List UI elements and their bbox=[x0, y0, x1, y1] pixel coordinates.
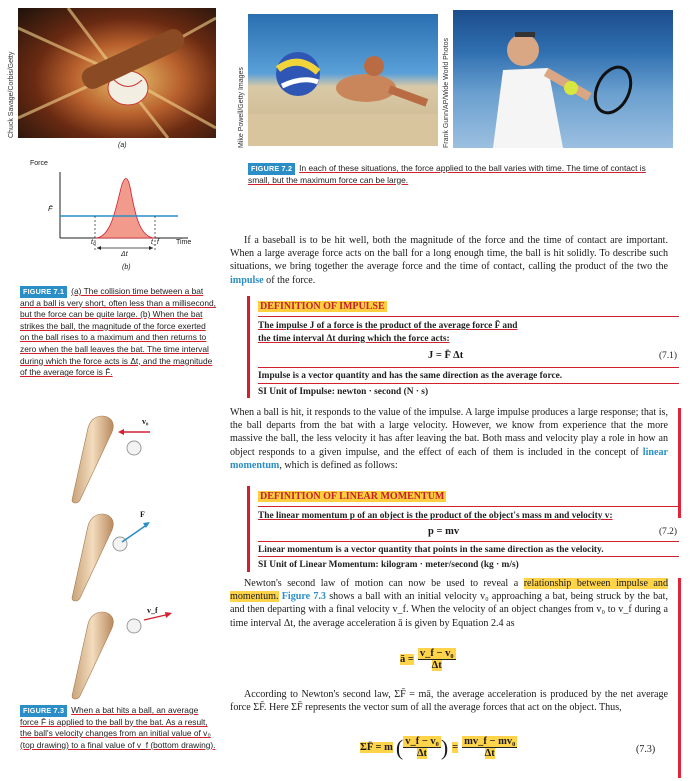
impulse-direction-statement: Impulse is a vector quantity and has the same direction as the average force. bbox=[258, 371, 563, 381]
definition-momentum-box bbox=[247, 486, 679, 572]
figure-7-2-label: FIGURE 7.2 bbox=[248, 163, 295, 175]
para1-text: If a baseball is to be hit well, both the magnitude of the force and the time of contact are important. When a large average force acts on the ball for a long enough time, the ball is hit solidly. To describe such situations, we bring together the average force and the time of contact, calling the product of the two the bbox=[230, 235, 668, 273]
v0-label: v₀ bbox=[142, 417, 149, 426]
figure-7-1-caption-text: (a) The collision time between a bat and a ball is very short, often less than a millisecond, but the force can be quite large. (b) When the bat strikes the ball, the magnitude of the force exerted on the ball rises to a maximum and then returns to zero when the ball leaves the bat. The time interval during which the force acts is Δt, and the magnitude of the average force is F̄. bbox=[20, 286, 216, 378]
eq73-den1: Δt bbox=[416, 748, 428, 759]
panel-a-label: (a) bbox=[118, 142, 127, 149]
impulse-si-unit: SI Unit of Impulse: newton · second (N · s) bbox=[258, 386, 429, 397]
definition-impulse-title: DEFINITION OF IMPULSE bbox=[260, 301, 385, 312]
figure-7-3-caption-text: When a bat hits a ball, an average force F̄ is applied to the ball by the bat. As a result, the ball's velocity changes from an initial value of v₀ (top drawing) to a final value of v_f (bottom drawing). bbox=[20, 705, 216, 750]
figure-7-2-caption-text: In each of these situations, the force applied to the ball varies with time. The time of contact is small, but the maximum force can be large. bbox=[248, 163, 646, 185]
equation-7-3: ΣF̄ = m ( v_f − v₀ Δt ) = $\frac{\text{mv\_f − mv₀}}{\Delta t}$ bbox=[360, 734, 516, 760]
time-axis-label: Time bbox=[176, 239, 192, 246]
tennis-photo bbox=[453, 10, 673, 148]
para3-text: Newton's second law of motion can now be used to reveal a bbox=[244, 578, 524, 589]
figure-7-3-label: FIGURE 7.3 bbox=[20, 705, 67, 717]
photo-credit-right: Frank Gunn/AP/Wide World Photos bbox=[443, 38, 450, 148]
eq73-den2: Δt bbox=[484, 748, 495, 759]
linear-momentum-keyword: linear momentum bbox=[230, 446, 668, 471]
para2-text: When a ball is hit, it responds to the value of the impulse. A large impulse produces a large response; that is, the ball departs from the bat with a large velocity. However, we know from experience that the more massive the ball, the less velocity it has after leaving the bat. Both mass and velocity play a role in how an object responds to a given impulse, and the effect of each of them is included in the concept of bbox=[230, 407, 668, 458]
definition-impulse-box bbox=[247, 296, 679, 398]
photo-credit-left: Chuck Savage/Corbis/Getty bbox=[8, 51, 15, 138]
eq73-num1: v_f − v₀ bbox=[405, 736, 439, 747]
para1-text-end: of the force. bbox=[263, 274, 316, 286]
eq73-num2: mv_f − mv₀ bbox=[464, 736, 516, 747]
paragraph-impulse-momentum bbox=[230, 577, 668, 630]
vf-label: v_f bbox=[147, 606, 158, 615]
force-curve bbox=[95, 179, 155, 239]
bat-top bbox=[72, 416, 150, 503]
definition-momentum-statement: The linear momentum p of an object is the product of the object's mass m and velocity v: bbox=[258, 511, 613, 521]
impulse-eq-number: (7.1) bbox=[659, 351, 677, 361]
t0-label: t₀ bbox=[91, 239, 96, 246]
margin-marker-2 bbox=[678, 578, 681, 778]
eq73-number: (7.3) bbox=[636, 744, 656, 755]
bat-bottom bbox=[72, 612, 172, 699]
momentum-eq-number: (7.2) bbox=[659, 526, 677, 537]
impulse-keyword: impulse bbox=[230, 274, 264, 286]
margin-marker-1 bbox=[678, 408, 681, 518]
figure-7-1-label: FIGURE 7.1 bbox=[20, 286, 67, 298]
bat-middle bbox=[72, 514, 150, 601]
impulse-equation: J = F̄ Δt bbox=[428, 350, 464, 361]
definition-impulse-statement: The impulse J of a force is the product of the average force F̄ and the time interval Δt during which the force acts: bbox=[258, 321, 518, 344]
force-axis-label: Force bbox=[30, 160, 48, 167]
baseball-bat-photo bbox=[18, 8, 216, 138]
para4-text: According to Newton's second law, ΣF̄ = mā, the average acceleration is produced by the net average force ΣF̄. Here ΣF̄ represents the vector sum of all the average forces that act on the object. Thus, bbox=[230, 689, 668, 714]
f-label: F bbox=[140, 510, 145, 519]
avg-force-label: F̄ bbox=[48, 204, 53, 213]
acceleration-equation bbox=[400, 648, 456, 671]
momentum-direction-statement: Linear momentum is a vector quantity that points in the same direction as the velocity. bbox=[258, 544, 604, 555]
figure-7-3-reference[interactable]: Figure 7.3 bbox=[281, 591, 326, 603]
figure-7-3-caption bbox=[20, 705, 217, 751]
highlighted-relationship: relationship between impulse and momentum. bbox=[230, 578, 668, 603]
momentum-equation: p = mv bbox=[428, 525, 460, 537]
panel-b-label: (b) bbox=[122, 264, 131, 271]
paragraph-impulse-intro bbox=[230, 234, 668, 287]
volleyball-photo bbox=[248, 14, 438, 146]
accel-lhs: ā = bbox=[400, 654, 414, 665]
momentum-si-unit: SI Unit of Linear Momentum: kilogram · meter/second (kg · m/s) bbox=[258, 560, 519, 570]
accel-denominator: Δt bbox=[431, 660, 442, 671]
para3-text-end: shows a ball with an initial velocity v₀ approaching a bat, being struck by the bat, and then departing with a final velocity v_f. When the velocity of an object changes from v₀ to v_f during a time interval Δt, the average acceleration ā is given by Equation 2.4 as bbox=[230, 591, 668, 629]
eq73-equals: = bbox=[452, 742, 459, 753]
eq73-lhs: ΣF̄ = m bbox=[360, 742, 393, 753]
paragraph-newton-second-law bbox=[230, 688, 668, 714]
bat-drawings bbox=[50, 408, 220, 713]
figure-7-1-caption bbox=[20, 286, 217, 379]
photo-credit-middle: Mike Powell/Getty Images bbox=[238, 67, 245, 148]
tf-label: t_f bbox=[151, 239, 159, 246]
definition-momentum-title: DEFINITION OF LINEAR MOMENTUM bbox=[260, 491, 445, 502]
para2-text-end: , which is defined as follows: bbox=[279, 459, 398, 471]
accel-numerator: v_f − v₀ bbox=[419, 648, 454, 659]
paragraph-momentum-intro bbox=[230, 406, 668, 472]
delta-t-label: Δt bbox=[121, 251, 128, 258]
figure-7-2-caption bbox=[248, 163, 668, 186]
